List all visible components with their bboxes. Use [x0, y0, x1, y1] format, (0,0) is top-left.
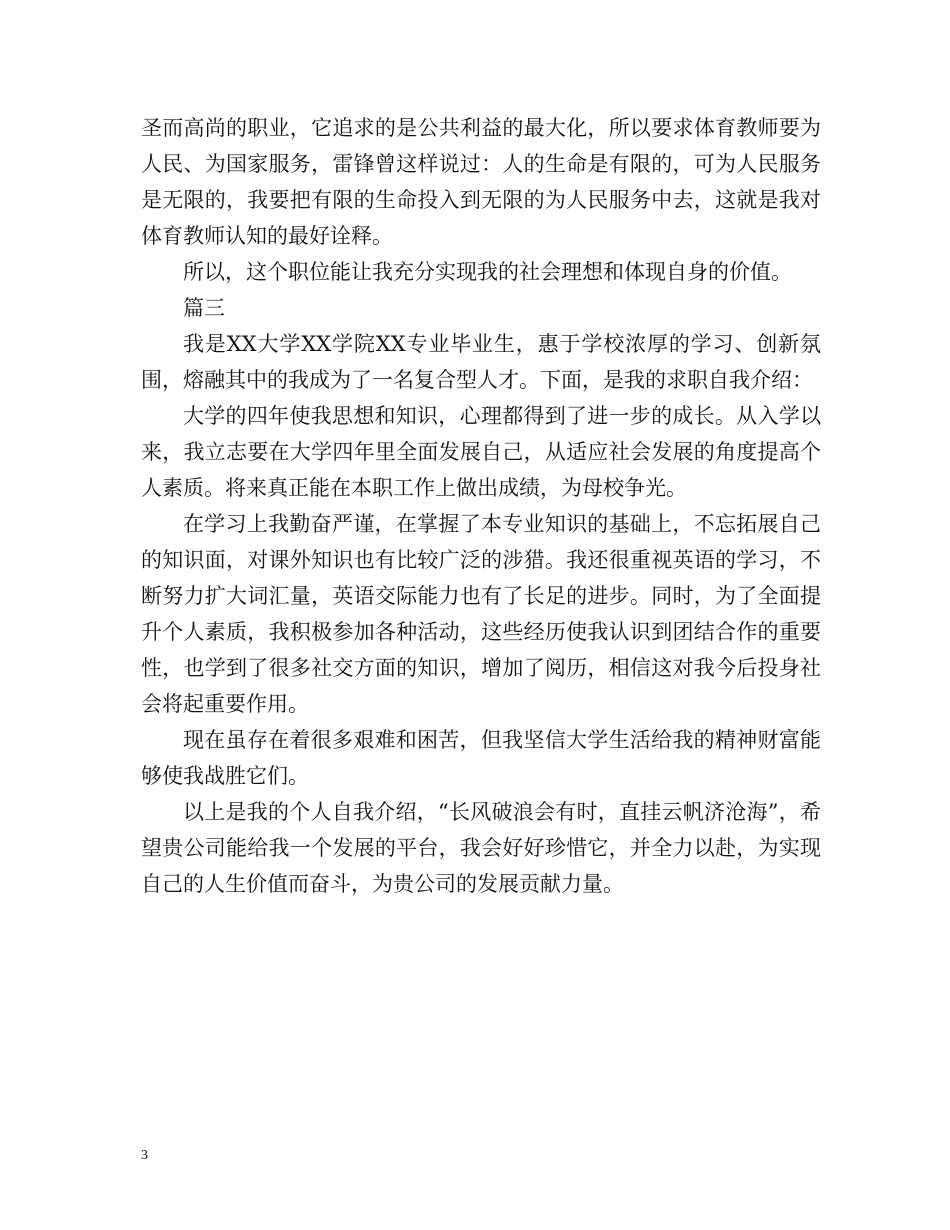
paragraph-intro: 我是XX大学XX学院XX专业毕业生，惠于学校浓厚的学习、创新氛围，熔融其中的我成为了一名复合型人才。下面，是我的求职自我介绍： [141, 332, 821, 392]
page-number: 3 [141, 1148, 148, 1163]
document-body [141, 110, 821, 902]
paragraph-difficulties: 现在虽存在着很多艰难和困苦，但我坚信大学生活给我的精神财富能够使我战胜它们。 [141, 728, 821, 788]
paragraph-continuation: 圣而高尚的职业，它追求的是公共利益的最大化，所以要求体育教师要为人民、为国家服务，雷锋曾这样说过：人的生命是有限的，可为人民服务是无限的，我要把有限的生命投入到无限的为人民服务中去，这就是我对体育教师认知的最好诠释。 [141, 116, 821, 248]
paragraph-closing: 以上是我的个人自我介绍，“长风破浪会有时，直挂云帆济沧海”，希望贵公司能给我一个发展的平台，我会好好珍惜它，并全力以赴，为实现自己的人生价值而奋斗，为贵公司的发展贡献力量。 [141, 800, 821, 896]
paragraph-university-years: 大学的四年使我思想和知识，心理都得到了进一步的成长。从入学以来，我立志要在大学四年里全面发展自己，从适应社会发展的角度提高个人素质。将来真正能在本职工作上做出成绩，为母校争光。 [141, 404, 821, 500]
paragraph-study: 在学习上我勤奋严谨，在掌握了本专业知识的基础上，不忘拓展自己的知识面，对课外知识也有比较广泛的涉猎。我还很重视英语的学习，不断努力扩大词汇量，英语交际能力也有了长足的进步。同时，为了全面提升个人素质，我积极参加各种活动，这些经历使我认识到团结合作的重要性，也学到了很多社交方面的知识，增加了阅历，相信这对我今后投身社会将起重要作用。 [141, 512, 821, 716]
paragraph-conclusion: 所以，这个职位能让我充分实现我的社会理想和体现自身的价值。 [183, 260, 792, 284]
section-heading: 篇三 [183, 296, 225, 320]
